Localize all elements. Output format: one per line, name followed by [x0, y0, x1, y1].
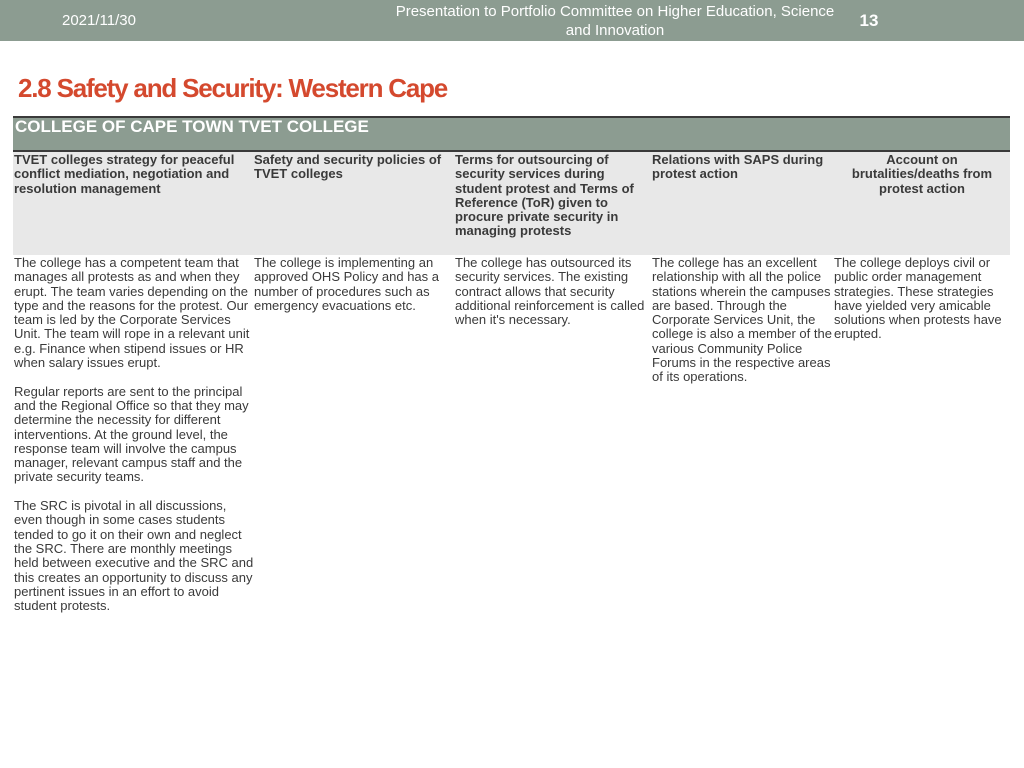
slide-number: 13 — [859, 11, 879, 30]
slide-header-bar — [0, 0, 1024, 41]
table-cell-strategy — [14, 256, 254, 628]
slide-title: 2.8 Safety and Security: Western Cape — [18, 73, 448, 103]
college-name-bar — [13, 116, 1010, 152]
cell-paragraph: The college has a competent team that manages all protests as and when they erupt. The team varies depending on the type and the reasons for the protest. Our team is led by the Corporate Services Unit. The team will rope in a relevant unit e.g. Finance when stipend issues or HR when salary issues erupt. — [14, 255, 250, 371]
column-header-saps-relations: Relations with SAPS during protest action — [652, 152, 824, 182]
presentation-subtitle: Presentation to Portfolio Committee on Higher Education, Science and Innovation — [395, 3, 835, 39]
table — [13, 152, 1010, 712]
college-name: COLLEGE OF CAPE TOWN TVET COLLEGE — [15, 117, 369, 136]
table-cell-brutalities: The college deploys civil or public order management strategies. These strategies have yielded very amicable solutions when protests have erupted. — [834, 255, 1002, 342]
table-cell-policies: The college is implementing an approved OHS Policy and has a number of procedures such as emergency evacuations etc. — [254, 255, 439, 313]
slide-date: 2021/11/30 — [62, 12, 136, 29]
table-cell-outsourcing: The college has outsourced its security services. The existing contract allows that security additional reinforcement is called when it's necessary. — [455, 255, 645, 328]
column-header-outsourcing: Terms for outsourcing of security services during student protest and Terms of Reference (ToR) given to procure private security in managing protests — [455, 152, 634, 239]
cell-paragraph: The SRC is pivotal in all discussions, even though in some cases students tended to go it on their own and neglect the SRC. There are monthly meetings held between executive and the SRC and this creates an opportunity to discuss any pertinent issues in an effort to avoid student protests. — [14, 498, 254, 614]
table-cell-saps-relations: The college has an excellent relationship with all the police stations wherein the campuses are based. Through the Corporate Services Unit, the college is also a member of the various Community Police Forums in the respective areas of its operations. — [652, 255, 832, 385]
column-header-policies: Safety and security policies of TVET colleges — [254, 152, 442, 182]
column-header-brutalities: Account on brutalities/deaths from protest action — [851, 152, 993, 196]
cell-paragraph: Regular reports are sent to the principal and the Regional Office so that they may determine the necessity for different interventions. At the ground level, the response team will involve the campus manager, relevant campus staff and the private security teams. — [14, 383, 249, 485]
column-header-strategy: TVET colleges strategy for peaceful conflict mediation, negotiation and resolution management — [14, 152, 235, 196]
